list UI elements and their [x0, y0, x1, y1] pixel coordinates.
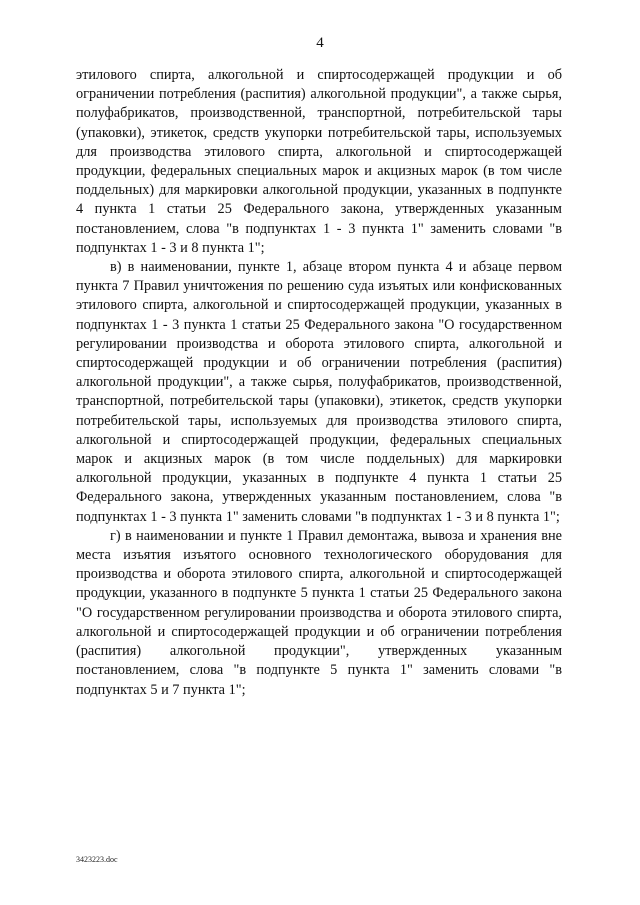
paragraph-continuation: этилового спирта, алкогольной и спиртосодержащей продукции и об ограничении потребления (распития) алкогольной продукции", а также сырья, полуфабрикатов, производственной, транспортной, потребительской тары (упаковки), этикеток, средств укупорки потребительской тары, используемых для производства этилового спирта, алкогольной и спиртосодержащей продукции, федеральных специальных марок и акцизных марок (в том числе поддельных) для маркировки алкогольной продукции, указанных в подпункте 4 пункта 1 статьи 25 Федерального закона, утвержденных указанным постановлением, слова "в подпунктах 1 - 3 пункта 1" заменить словами "в подпунктах 1 - 3 и 8 пункта 1";	[76, 67, 562, 256]
paragraph-item-g: г) в наименовании и пункте 1 Правил демонтажа, вывоза и хранения вне места изъятия изъятого основного технологического оборудования для производства и оборота этилового спирта, алкогольной и спиртосодержащей продукции, указанного в подпункте 5 пункта 1 статьи 25 Федерального закона "О государственном регулировании производства и оборота этилового спирта, алкогольной и спиртосодержащей продукции и об ограничении потребления (распития) алкогольной продукции", утвержденных указанным постановлением, слова "в подпункте 5 пункта 1" заменить словами "в подпунктах 5 и 7 пункта 1";	[76, 527, 562, 698]
footer-document-code: 3423223.doc	[76, 855, 118, 864]
paragraph-item-v: в) в наименовании, пункте 1, абзаце втором пункта 4 и абзаце первом пункта 7 Правил уничтожения по решению суда изъятых или конфискованных этилового спирта, алкогольной и спиртосодержащей продукции, указанных в подпунктах 1 - 3 пункта 1 статьи 25 Федерального закона "О государственном регулировании производства и оборота этилового спирта, алкогольной и спиртосодержащей продукции и об ограничении потребления (распития) алкогольной продукции", а также сырья, полуфабрикатов, производственной, транспортной, потребительской тары (упаковки), этикеток, средств укупорки потребительской тары, используемых для производства этилового спирта, алкогольной и спиртосодержащей продукции, федеральных специальных марок и акцизных марок (в том числе поддельных) для маркировки алкогольной продукции, указанных в подпункте 4 пункта 1 статьи 25 Федерального закона, утвержденных указанным постановлением, слова "в подпунктах 1 - 3 пункта 1" заменить словами "в подпунктах 1 - 3 и 8 пункта 1";	[76, 259, 562, 525]
page-number: 4	[316, 35, 324, 51]
document-body	[76, 66, 562, 700]
